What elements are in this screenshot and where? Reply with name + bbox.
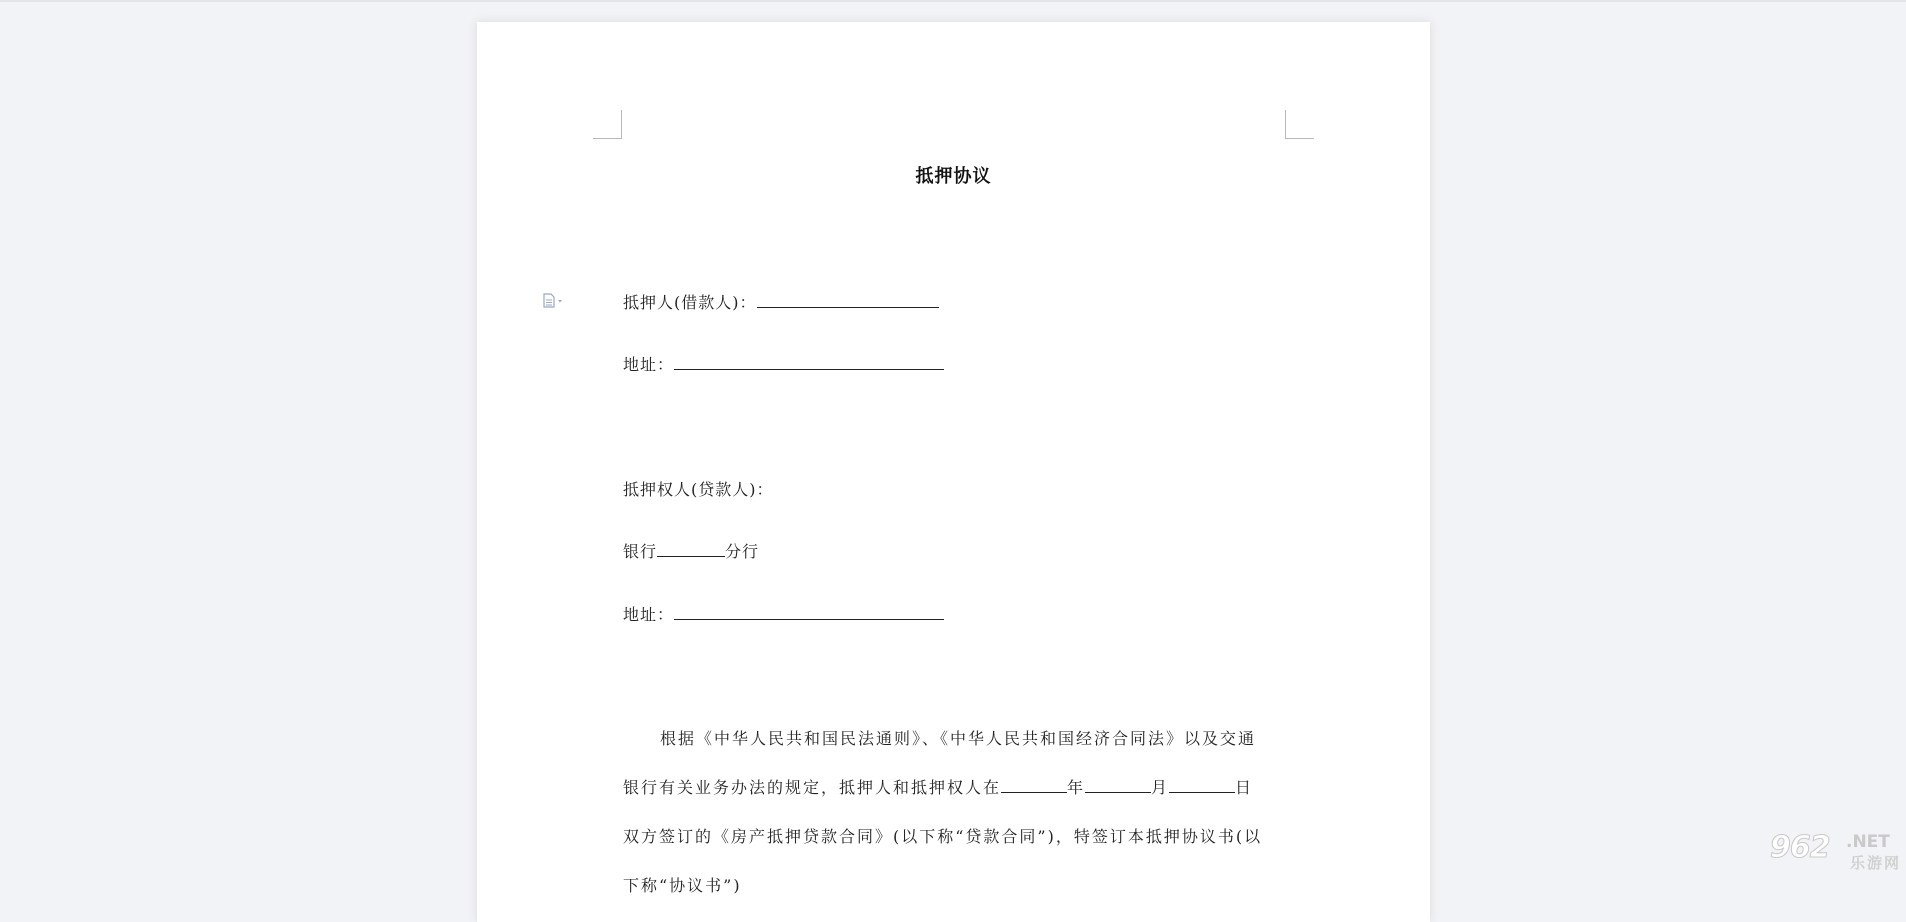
paragraph-line-4: 下称“协议书”) — [623, 876, 742, 895]
site-watermark-logo — [1766, 830, 1906, 879]
watermark-cn: 乐游网 — [1850, 854, 1902, 872]
margin-corner-top-right — [1285, 110, 1314, 139]
day-blank[interactable] — [1169, 778, 1235, 793]
mortgagee-address-label: 地址： — [623, 605, 675, 624]
watermark-number: 962 — [1770, 830, 1830, 865]
mortgagee-line — [623, 477, 774, 500]
month-label: 月 — [1151, 778, 1170, 797]
paragraph-line-2 — [623, 775, 1283, 798]
mortgagor-address-line — [623, 352, 944, 375]
mortgagee-label: 抵押权人(贷款人)： — [623, 480, 774, 499]
paragraph-options-icon[interactable] — [541, 292, 565, 310]
mortgagor-blank[interactable] — [757, 293, 939, 308]
mortgagee-address-line — [623, 602, 944, 625]
mortgagor-label: 抵押人(借款人)： — [623, 293, 757, 312]
watermark-suffix: .NET — [1846, 832, 1890, 852]
mortgagor-address-label: 地址： — [623, 355, 675, 374]
document-title: 抵押协议 — [915, 166, 992, 187]
bank-prefix: 银行 — [623, 542, 658, 561]
mortgagor-line — [623, 290, 939, 313]
paragraph-line-3: 双方签订的《房产抵押贷款合同》(以下称“贷款合同”)，特签订本抵押协议书(以 — [623, 827, 1263, 846]
month-blank[interactable] — [1085, 778, 1151, 793]
mortgagor-address-blank[interactable] — [674, 355, 944, 370]
year-blank[interactable] — [1001, 778, 1067, 793]
paragraph-line-2-text: 银行有关业务办法的规定，抵押人和抵押权人在 — [623, 778, 1002, 797]
mortgagee-address-blank[interactable] — [674, 605, 944, 620]
paragraph-line-1: 根据《中华人民共和国民法通则》、《中华人民共和国经济合同法》以及交通 — [660, 729, 1257, 748]
year-label: 年 — [1067, 778, 1086, 797]
margin-corner-top-left — [593, 110, 622, 139]
day-label: 日 — [1235, 778, 1254, 797]
bank-line — [623, 539, 759, 562]
document-page[interactable] — [477, 22, 1430, 922]
bank-blank[interactable] — [657, 542, 725, 557]
bank-suffix: 分行 — [725, 542, 760, 561]
top-edge — [0, 0, 1906, 2]
